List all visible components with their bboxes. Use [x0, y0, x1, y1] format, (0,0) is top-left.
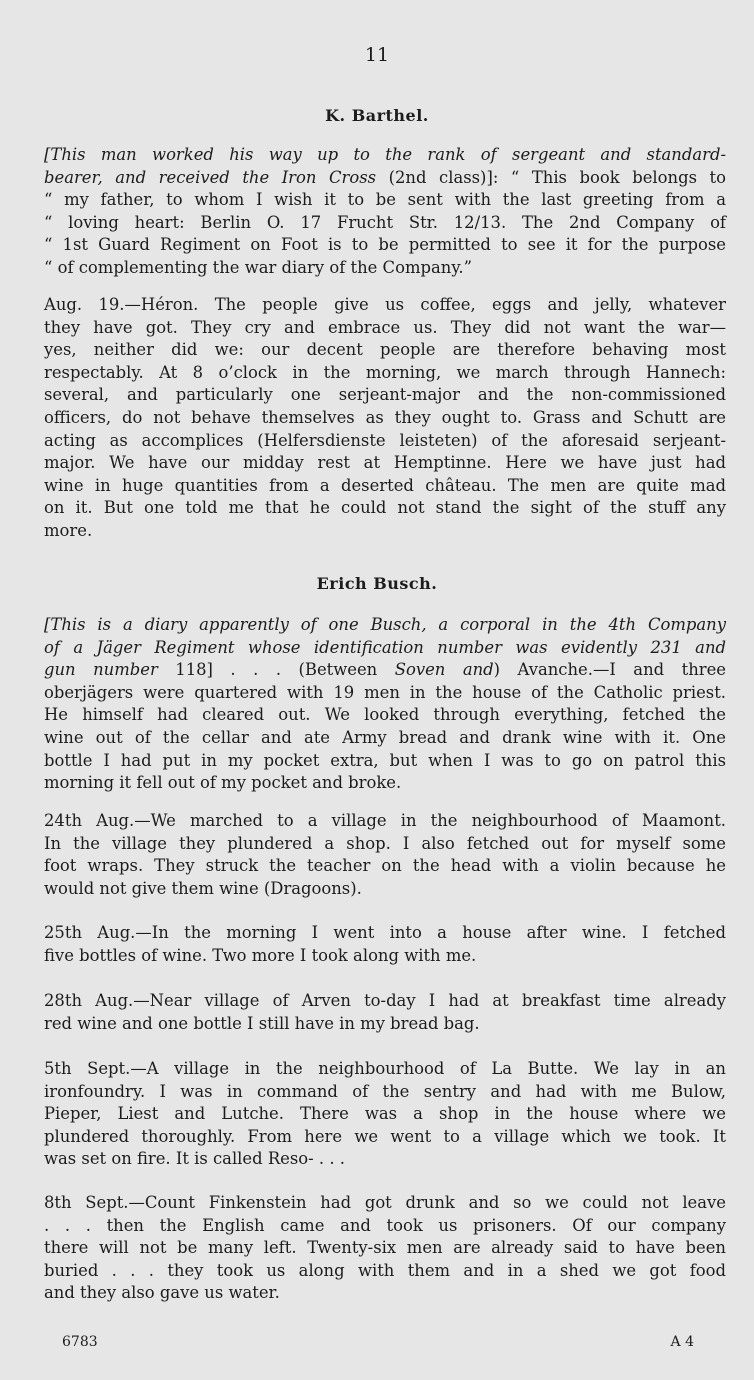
entry-5-sept-line-1: 5th Sept.—A village in the neighbourhood of La Butte. We lay in an — [44, 1059, 726, 1078]
footer-left: 6783 — [62, 1334, 98, 1350]
busch-intro-line-7: bottle I had put in my pocket extra, but when I was to go on patrol this — [44, 750, 726, 770]
entry-8-sept-line-1: 8th Sept.—Count Finkenstein had got drunk and so we could not leave — [44, 1193, 726, 1212]
entry-aug-19-line-3: yes, neither did we: our decent people are therefore behaving most — [44, 340, 726, 360]
entry-aug-19-line-5: several, and particularly one serjeant-major and the non-commissioned — [44, 385, 726, 405]
barthel-intro-line-2 — [44, 167, 726, 190]
barthel-intro-line-5: “ 1st Guard Regiment on Foot is to be permitted to see it for the purpose — [44, 235, 726, 255]
entry-24-aug-line-3: foot wraps. They struck the teacher on the head with a violin because he — [44, 856, 726, 876]
busch-intro-line-8: morning it fell out of my pocket and broke. — [44, 773, 402, 793]
entry-8-sept-line-4: buried . . . they took us along with them and in a shed we got food — [44, 1260, 726, 1280]
busch-intro-line-6: wine out of the cellar and ate Army bread and drank wine with it. One — [44, 727, 726, 747]
entry-28-aug — [44, 990, 726, 1035]
entry-aug-19-line-7: acting as accomplices (Helfersdienste leisteten) of the aforesaid serjeant- — [44, 430, 726, 450]
entry-5-sept-line-2: ironfoundry. I was in command of the sentry and had with me Bulow, — [44, 1081, 726, 1101]
entry-aug-19-line-10: on it. But one told me that he could not stand the sight of the stuff any — [44, 498, 726, 518]
entry-aug-19-line-2: they have got. They cry and embrace us. They did not want the war— — [44, 317, 726, 337]
section-heading-barthel: K. Barthel. — [325, 106, 429, 125]
entry-25-aug-line-2: five bottles of wine. Two more I took along with me. — [44, 945, 477, 965]
footer-right: A 4 — [670, 1334, 694, 1350]
entry-5-sept — [44, 1058, 726, 1171]
busch-intro-line-3-rest1: 118] . . . (Between — [157, 660, 395, 680]
barthel-intro-line-2-italic: bearer, and received the Iron Cross — [44, 167, 377, 187]
entry-aug-19-line-9: wine in huge quantities from a deserted château. The men are quite mad — [44, 475, 726, 495]
entry-24-aug-line-4: would not give them wine (Dragoons). — [44, 878, 362, 898]
entry-8-sept — [44, 1192, 726, 1305]
entry-8-sept-line-3: there will not be many left. Twenty-six men are already said to have been — [44, 1238, 726, 1258]
busch-intro-line-2: of a Jäger Regiment whose identification number was evidently 231 and — [44, 637, 726, 657]
entry-24-aug-line-1: 24th Aug.—We marched to a village in the neighbourhood of Maamont. — [44, 811, 726, 830]
entry-aug-19-line-8: major. We have our midday rest at Hemptinne. Here we have just had — [44, 453, 726, 473]
entry-5-sept-line-4: plundered thoroughly. From here we went to a village which we took. It — [44, 1126, 726, 1146]
busch-intro-line-4: oberjägers were quartered with 19 men in the house of the Catholic priest. — [44, 682, 726, 702]
busch-intro — [44, 614, 726, 795]
busch-intro-line-3-italic: gun number — [44, 660, 158, 680]
entry-aug-19 — [44, 294, 726, 543]
entry-aug-19-line-11: more. — [44, 520, 93, 540]
entry-aug-19-line-1: Aug. 19.—Héron. The people give us coffee, eggs and jelly, whatever — [44, 295, 726, 314]
barthel-intro-line-3: “ my father, to whom I wish it to be sent with the last greeting from a — [44, 190, 726, 210]
barthel-intro-line-4: “ loving heart: Berlin O. 17 Frucht Str. 12/13. The 2nd Company of — [44, 212, 726, 232]
entry-8-sept-line-5: and they also gave us water. — [44, 1283, 280, 1303]
barthel-intro-line-6: “ of complementing the war diary of the Company.” — [44, 257, 472, 277]
barthel-intro-line-2-rest: (2nd class)]: “ This book belongs to — [376, 167, 726, 187]
entry-24-aug — [44, 810, 726, 900]
barthel-intro-line-1: [This man worked his way up to the rank of sergeant and standard- — [44, 145, 726, 164]
busch-intro-line-3-italic2: Soven and — [394, 660, 494, 680]
page-number: 11 — [364, 44, 390, 66]
busch-intro-line-3 — [44, 659, 726, 682]
busch-intro-line-5: He himself had cleared out. We looked through everything, fetched the — [44, 705, 726, 725]
entry-25-aug — [44, 922, 726, 967]
barthel-intro — [44, 144, 726, 280]
entry-aug-19-line-6: officers, do not behave themselves as they ought to. Grass and Schutt are — [44, 407, 726, 427]
busch-intro-line-3-rest2: ) Avanche.—I and three — [493, 660, 726, 680]
section-heading-busch: Erich Busch. — [316, 574, 438, 593]
busch-intro-line-1: [This is a diary apparently of one Busch, a corporal in the 4th Company — [44, 615, 726, 634]
entry-24-aug-line-2: In the village they plundered a shop. I also fetched out for myself some — [44, 833, 726, 853]
entry-25-aug-line-1: 25th Aug.—In the morning I went into a house after wine. I fetched — [44, 923, 726, 942]
entry-28-aug-line-1: 28th Aug.—Near village of Arven to-day I had at breakfast time already — [44, 991, 726, 1010]
entry-5-sept-line-3: Pieper, Liest and Lutche. There was a shop in the house where we — [44, 1104, 726, 1124]
entry-28-aug-line-2: red wine and one bottle I still have in my bread bag. — [44, 1013, 480, 1033]
entry-aug-19-line-4: respectably. At 8 o’clock in the morning, we march through Hannech: — [44, 362, 726, 382]
entry-5-sept-line-5: was set on fire. It is called Reso- . . . — [44, 1149, 345, 1169]
entry-8-sept-line-2: . . . then the English came and took us prisoners. Of our company — [44, 1215, 726, 1235]
